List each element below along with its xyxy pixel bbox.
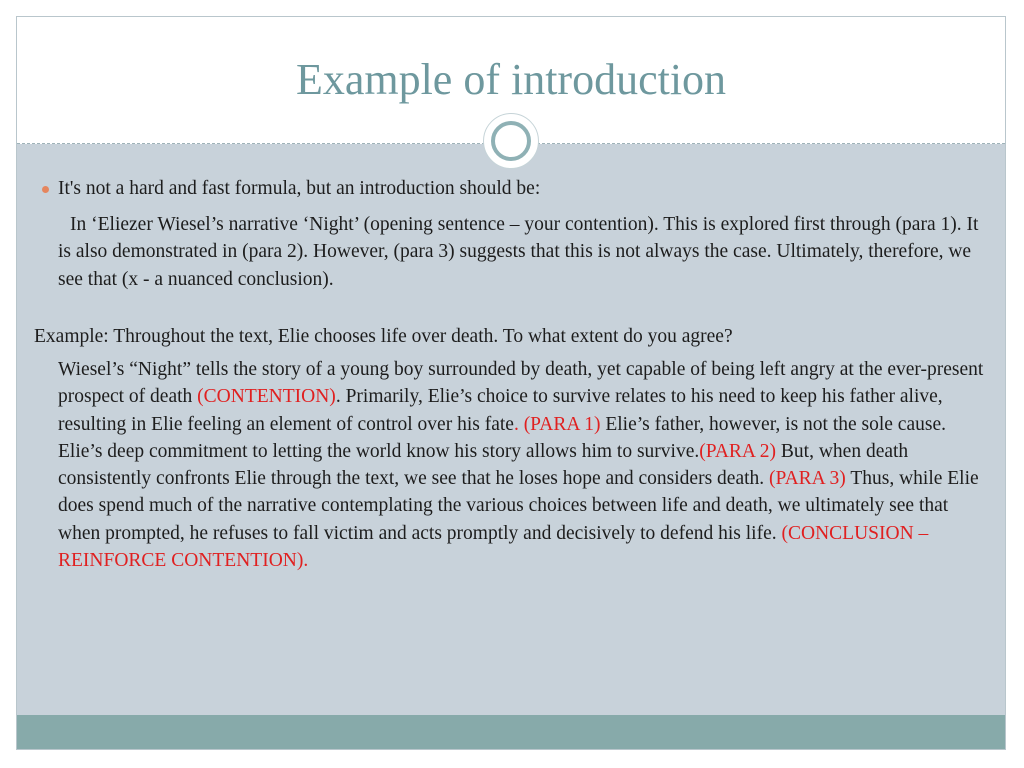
example-text-4: But, when death consistently confronts Elie through the text, we see that he loses hope and considers death. [58, 440, 909, 490]
example-text-1: Wiesel’s “Night” tells the story of a young boy surrounded by death, yet capable of being left angry at the ever-present prospect of death [58, 359, 984, 408]
example-paragraph [58, 356, 988, 574]
slide-title: Example of introduction [295, 55, 727, 104]
para2-label: (PARA 2) [699, 440, 777, 462]
example-text-3: Elie’s father, however, is not the sole cause. Elie’s deep commitment to letting the world know his story allows him to survive. [58, 413, 946, 462]
template-paragraph: In ‘Eliezer Wiesel’s narrative ‘Night’ (opening sentence – your contention). This is explored first through (para 1). It is also demonstrated in (para 2). However, (para 3) suggests that this is not always the case. Ultimately, therefore, we see that (x - a nuanced conclusion). [58, 214, 979, 290]
example-text-2: . Primarily, Elie’s choice to survive relates to his need to keep his father alive, resulting in Elie feeling an element of control over his fate [58, 386, 943, 435]
bullet-text: It's not a hard and fast formula, but an introduction should be: [58, 178, 541, 199]
conclusion-label: (CONCLUSION – REINFORCE CONTENTION). [58, 522, 929, 572]
footer-band [17, 715, 1005, 750]
contention-label: (CONTENTION) [197, 386, 336, 408]
ring-ornament-icon [483, 113, 539, 169]
ring-ornament-inner [491, 121, 531, 161]
para1-label: . (PARA 1) [513, 413, 601, 435]
example-text-5: Thus, while Elie does spend much of the narrative contemplating the various choices between life and death, we ultimately see that when prompted, he refuses to fall victim and acts promptly and decisively to defend his life. [58, 468, 979, 544]
example-prompt: Example: Throughout the text, Elie chooses life over death. To what extent do you agree? [34, 326, 733, 347]
para3-label: (PARA 3) [769, 468, 846, 490]
bullet-dot-icon [42, 186, 49, 193]
